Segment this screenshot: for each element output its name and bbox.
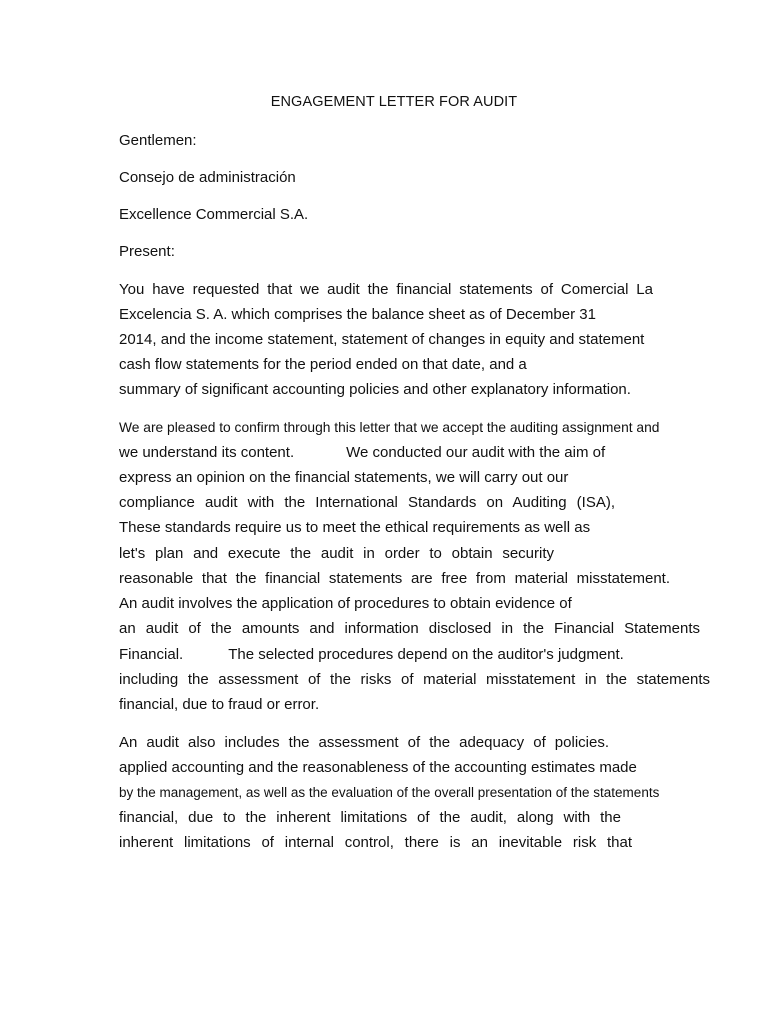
paragraph2-line: compliance audit with the International Standards on Auditing (ISA), <box>119 494 615 511</box>
paragraph2-line: financial, due to fraud or error. <box>119 696 320 713</box>
paragraph2-line <box>119 646 624 664</box>
paragraph2-line-part: we understand its content. <box>119 444 295 461</box>
salutation: Gentlemen: <box>119 132 197 149</box>
present-line: Present: <box>119 243 175 260</box>
paragraph2-line: These standards require us to meet the ethical requirements as well as <box>119 519 591 536</box>
paragraph2-line-part: We conducted our audit with the aim of <box>346 444 606 461</box>
paragraph2-line: reasonable that the financial statements are free from material misstatement. <box>119 570 670 587</box>
paragraph3-line: applied accounting and the reasonableness of the accounting estimates made <box>119 759 637 776</box>
recipient-line: Consejo de administración <box>119 169 296 186</box>
paragraph1-line: Excelencia S. A. which comprises the balance sheet as of December 31 <box>119 306 596 323</box>
paragraph1-line: summary of significant accounting policies and other explanatory information. <box>119 381 631 398</box>
company-line: Excellence Commercial S.A. <box>119 206 309 223</box>
paragraph1-line: cash flow statements for the period ended on that date, and a <box>119 356 527 373</box>
paragraph1-line: 2014, and the income statement, statement of changes in equity and statement <box>119 331 645 348</box>
paragraph2-line: an audit of the amounts and information disclosed in the Financial Statements <box>119 620 700 637</box>
document-title: ENGAGEMENT LETTER FOR AUDIT <box>270 94 518 110</box>
paragraph3-line: by the management, as well as the evaluation of the overall presentation of the statements <box>119 785 660 800</box>
paragraph2-line: express an opinion on the financial statements, we will carry out our <box>119 469 569 486</box>
paragraph2-line-part: Financial. <box>119 646 184 663</box>
paragraph3-line: financial, due to the inherent limitations of the audit, along with the <box>119 809 621 826</box>
paragraph1-line: You have requested that we audit the financial statements of Comercial La <box>119 281 653 298</box>
paragraph2-line-part: The selected procedures depend on the auditor's judgment. <box>228 646 624 663</box>
paragraph2-line: An audit involves the application of procedures to obtain evidence of <box>119 595 572 612</box>
paragraph3-line: An audit also includes the assessment of the adequacy of policies. <box>119 734 609 751</box>
paragraph2-line: We are pleased to confirm through this letter that we accept the auditing assignment and <box>119 420 660 435</box>
paragraph2-line: including the assessment of the risks of material misstatement in the statements <box>119 671 710 688</box>
paragraph3-line: inherent limitations of internal control, there is an inevitable risk that <box>119 834 632 851</box>
paragraph2-line: let's plan and execute the audit in order to obtain security <box>119 545 554 562</box>
paragraph2-line <box>119 444 605 462</box>
